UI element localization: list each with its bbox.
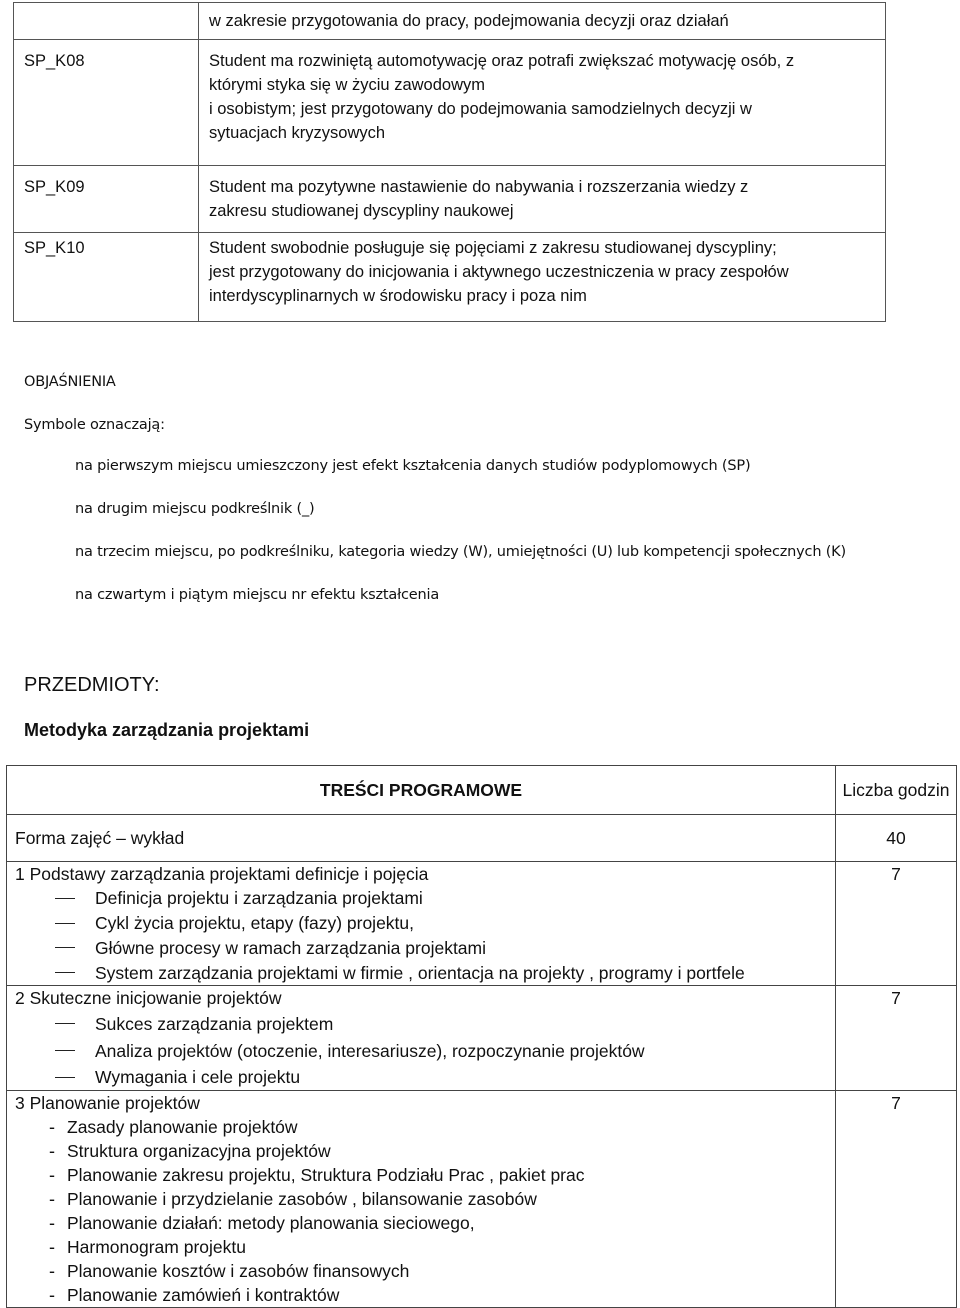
list-item bbox=[15, 1037, 835, 1064]
list-item-label: Planowanie zakresu projektu, Struktura Podziału Prac , pakiet prac bbox=[67, 1165, 585, 1186]
dash-bullet-icon bbox=[55, 1023, 75, 1024]
description-line: Student ma pozytywne nastawienie do nabywania i rozszerzania wiedzy z bbox=[209, 178, 749, 196]
description-line: jest przygotowany do inicjowania i aktywnego uczestniczenia w pracy zespołów bbox=[209, 263, 789, 281]
outcome-code: SP_K10 bbox=[14, 233, 199, 322]
dash-bullet-icon bbox=[55, 947, 75, 948]
program-content-table bbox=[6, 765, 957, 1308]
section-cell bbox=[7, 1091, 836, 1308]
outcome-code: SP_K08 bbox=[14, 40, 199, 166]
hyphen-bullet-icon: - bbox=[49, 1189, 55, 1210]
hyphen-bullet-icon: - bbox=[49, 1213, 55, 1234]
section-title: 2 Skuteczne inicjowanie projektów bbox=[15, 988, 282, 1009]
description-line: zakresu studiowanej dyscypliny naukowej bbox=[209, 202, 514, 220]
section-hours: 7 bbox=[836, 986, 957, 1091]
hours-header: Liczba godzin bbox=[836, 766, 957, 815]
list-item bbox=[15, 1010, 835, 1037]
description-line: sytuacjach kryzysowych bbox=[209, 124, 386, 142]
list-item bbox=[15, 1163, 835, 1187]
explanations-heading: OBJAŚNIENIA bbox=[24, 374, 116, 390]
total-hours: 40 bbox=[836, 815, 957, 862]
form-of-classes: Forma zajęć – wykład bbox=[7, 815, 836, 862]
list-item bbox=[15, 1259, 835, 1283]
description-line: którymi styka się w życiu zawodowym bbox=[209, 76, 485, 94]
dash-bullet-icon bbox=[55, 1050, 75, 1051]
list-item-label: Planowanie kosztów i zasobów finansowych bbox=[67, 1261, 410, 1282]
outcome-description bbox=[199, 233, 886, 322]
hyphen-bullet-icon: - bbox=[49, 1165, 55, 1186]
explanations-intro: Symbole oznaczają: bbox=[24, 417, 165, 433]
hyphen-bullet-icon: - bbox=[49, 1141, 55, 1162]
section-hours: 7 bbox=[836, 862, 957, 986]
list-item-label: Planowanie działań: metody planowania sieciowego, bbox=[67, 1213, 475, 1234]
outcome-description bbox=[199, 166, 886, 233]
list-item-label: Harmonogram projektu bbox=[67, 1237, 246, 1258]
list-item-label: System zarządzania projektami w firmie , orientacja na projekty , programy i portfele bbox=[95, 962, 745, 983]
table-row bbox=[7, 862, 957, 986]
list-item-label: Główne procesy w ramach zarządzania projektami bbox=[95, 937, 486, 958]
hyphen-bullet-icon: - bbox=[49, 1261, 55, 1282]
outcome-code-cell bbox=[14, 3, 199, 40]
explanation-item: na trzecim miejscu, po podkreślniku, kategoria wiedzy (W), umiejętności (U) lub kompetencji społecznych (K) bbox=[75, 544, 846, 560]
dash-bullet-icon bbox=[55, 898, 75, 899]
table-row bbox=[7, 986, 957, 1091]
list-item-label: Struktura organizacyjna projektów bbox=[67, 1141, 331, 1162]
table-row bbox=[7, 815, 957, 862]
table-row bbox=[14, 3, 886, 40]
table-row bbox=[14, 233, 886, 322]
section-title: 1 Podstawy zarządzania projektami definicje i pojęcia bbox=[15, 864, 429, 884]
hyphen-bullet-icon: - bbox=[49, 1285, 55, 1306]
list-item-label: Planowanie zamówień i kontraktów bbox=[67, 1285, 340, 1306]
list-item-label: Zasady planowanie projektów bbox=[67, 1117, 298, 1138]
subject-title: Metodyka zarządzania projektami bbox=[24, 720, 310, 740]
list-item bbox=[15, 1187, 835, 1211]
list-item-label: Analiza projektów (otoczenie, interesariusze), rozpoczynanie projektów bbox=[95, 1040, 645, 1061]
list-item bbox=[15, 1064, 835, 1090]
list-item bbox=[15, 1235, 835, 1259]
list-item-label: Wymagania i cele projektu bbox=[95, 1067, 301, 1088]
list-item bbox=[15, 1139, 835, 1163]
list-item bbox=[15, 911, 835, 936]
list-item bbox=[15, 936, 835, 961]
description-line: Student ma rozwiniętą automotywację oraz potrafi zwiększać motywację osób, z bbox=[209, 52, 795, 70]
table-header-row bbox=[7, 766, 957, 815]
list-item-label: Cykl życia projektu, etapy (fazy) projektu, bbox=[95, 913, 415, 934]
explanation-item: na pierwszym miejscu umieszczony jest efekt kształcenia danych studiów podyplomowych (SP) bbox=[75, 458, 751, 474]
dash-bullet-icon bbox=[55, 972, 75, 973]
list-item-label: Definicja projektu i zarządzania projektami bbox=[95, 888, 423, 909]
list-item bbox=[15, 960, 835, 985]
outcome-description bbox=[199, 40, 886, 166]
section-title: 3 Planowanie projektów bbox=[15, 1093, 200, 1114]
dash-bullet-icon bbox=[55, 1077, 75, 1078]
description-line: i osobistym; jest przygotowany do podejmowania samodzielnych decyzji w bbox=[209, 100, 752, 118]
list-item-label: Planowanie i przydzielanie zasobów , bilansowanie zasobów bbox=[67, 1189, 537, 1210]
table-row bbox=[7, 1091, 957, 1308]
section-cell bbox=[7, 862, 836, 986]
list-item-label: Sukces zarządzania projektem bbox=[95, 1013, 334, 1034]
program-content-header: TREŚCI PROGRAMOWE bbox=[7, 766, 836, 815]
list-item bbox=[15, 1283, 835, 1307]
section-hours: 7 bbox=[836, 1091, 957, 1308]
section-cell bbox=[7, 986, 836, 1091]
hyphen-bullet-icon: - bbox=[49, 1117, 55, 1138]
table-row bbox=[14, 166, 886, 233]
list-item bbox=[15, 1211, 835, 1235]
outcome-code: SP_K09 bbox=[14, 166, 199, 233]
description-line: interdyscyplinarnych w środowisku pracy i poza nim bbox=[209, 287, 587, 305]
list-item bbox=[15, 1115, 835, 1139]
explanation-item: na drugim miejscu podkreślnik (_) bbox=[75, 501, 315, 517]
explanation-item: na czwartym i piątym miejscu nr efektu kształcenia bbox=[75, 587, 439, 603]
list-item bbox=[15, 886, 835, 911]
subjects-heading: PRZEDMIOTY: bbox=[24, 674, 160, 696]
table-row bbox=[14, 40, 886, 166]
learning-outcomes-table bbox=[13, 2, 886, 322]
outcome-category-text: w zakresie przygotowania do pracy, podejmowania decyzji oraz działań bbox=[199, 3, 886, 40]
dash-bullet-icon bbox=[55, 923, 75, 924]
hyphen-bullet-icon: - bbox=[49, 1237, 55, 1258]
description-line: Student swobodnie posługuje się pojęciami z zakresu studiowanej dyscypliny; bbox=[209, 239, 777, 257]
